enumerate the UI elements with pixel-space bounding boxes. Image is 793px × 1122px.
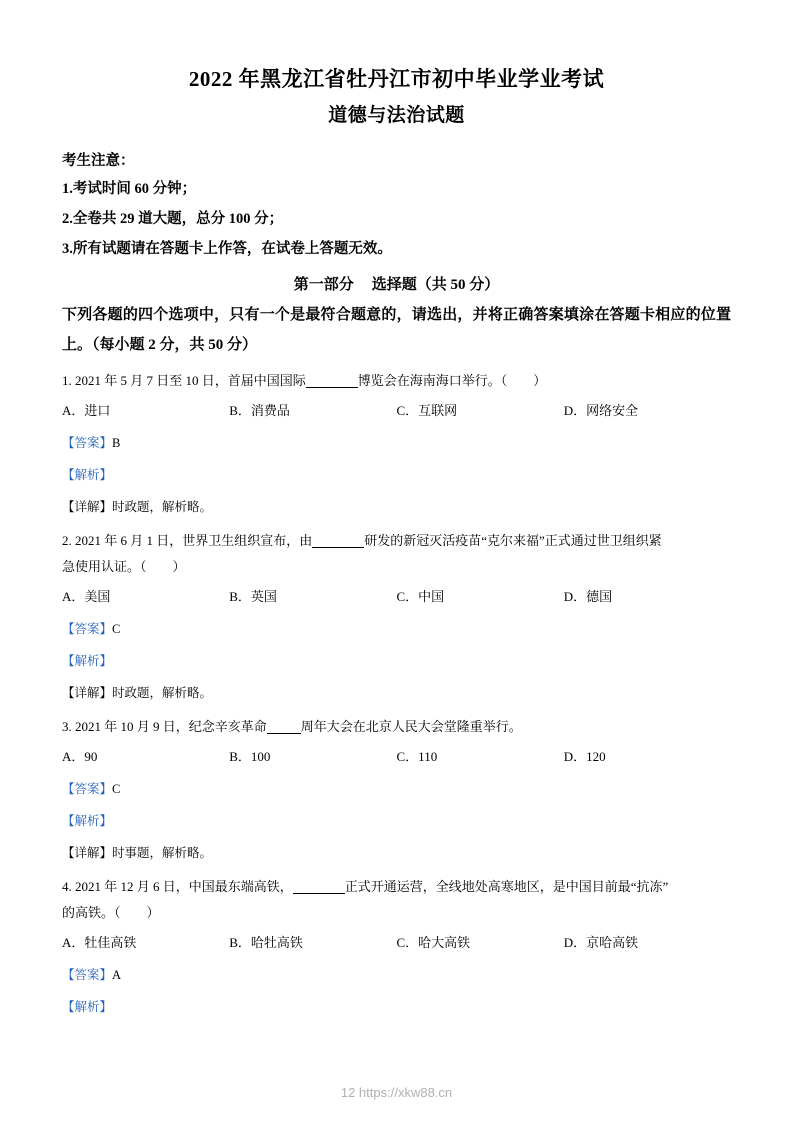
- analysis-line: [62, 462, 731, 488]
- detail-text: 时事题，解析略。: [112, 846, 213, 860]
- notice-heading: 考生注意：: [62, 153, 135, 169]
- analysis-line: [62, 808, 731, 834]
- option-b[interactable]: B．100: [229, 749, 271, 764]
- detail-line: [62, 840, 731, 866]
- question-block: [62, 528, 731, 706]
- page-subtitle: 道德与法治试题: [328, 105, 465, 126]
- analysis-tag: 【解析】: [62, 814, 113, 828]
- notice-item-2: 2.全卷共 29 道大题，总分 100 分；: [62, 211, 284, 227]
- analysis-line: [62, 648, 731, 674]
- answer-line: [62, 430, 731, 456]
- answer-tag: 【答案】: [62, 968, 113, 982]
- detail-tag: 【详解】: [62, 500, 113, 514]
- section-instruction: 下列各题的四个选项中，只有一个是最符合题意的，请选出，并将正确答案填涂在答题卡相应的位置上。（每小题 2 分，共 50 分）: [62, 307, 731, 353]
- question-stem-part-b: 周年大会在北京人民大会堂隆重举行。: [300, 719, 522, 734]
- question-options: [62, 584, 731, 610]
- answer-blank: [267, 733, 301, 734]
- answer-line: [62, 616, 731, 642]
- option-b[interactable]: B．英国: [229, 589, 277, 604]
- question-stem: [62, 368, 731, 394]
- question-stem-part-a: 1. 2021 年 5 月 7 日至 10 日，首届中国国际: [62, 373, 306, 388]
- notice-item-1: 1.考试时间 60 分钟；: [62, 181, 197, 197]
- question-stem-part-a: 3. 2021 年 10 月 9 日，纪念辛亥革命: [62, 719, 267, 734]
- option-d[interactable]: D．120: [563, 749, 606, 764]
- answer-line: [62, 776, 731, 802]
- question-options: [62, 930, 731, 956]
- option-b[interactable]: B．消费品: [229, 403, 290, 418]
- question-stem-part-c: 急使用认证。（ ）: [62, 559, 186, 574]
- detail-tag: 【详解】: [62, 846, 113, 860]
- question-stem-part-b: 研发的新冠灭活疫苗“克尔来福”正式通过世卫组织紧: [364, 533, 662, 548]
- option-c[interactable]: C．哈大高铁: [396, 935, 471, 950]
- answer-value: C: [112, 782, 121, 796]
- answer-value: C: [112, 622, 121, 636]
- question-options: [62, 398, 731, 424]
- option-d[interactable]: D．京哈高铁: [563, 935, 639, 950]
- answer-tag: 【答案】: [62, 782, 113, 796]
- question-stem-part-b: 博览会在海南海口举行。（: [357, 373, 508, 388]
- option-a[interactable]: A．美国: [62, 589, 111, 604]
- option-c[interactable]: C．110: [396, 749, 438, 764]
- analysis-line: [62, 994, 731, 1020]
- answer-blank: [293, 893, 345, 894]
- analysis-tag: 【解析】: [62, 654, 113, 668]
- answer-blank: [306, 387, 358, 388]
- question-block: [62, 874, 731, 1020]
- answer-line: [62, 962, 731, 988]
- question-stem-part-a: 2. 2021 年 6 月 1 日，世界卫生组织宣布，由: [62, 533, 313, 548]
- title-block: [62, 62, 731, 132]
- question-stem-part-a: 4. 2021 年 12 月 6 日，中国最东端高铁，: [62, 879, 293, 894]
- question-stem: [62, 874, 731, 926]
- question-stem-part-c: ）: [533, 373, 547, 388]
- question-stem: [62, 528, 731, 580]
- detail-tag: 【详解】: [62, 686, 113, 700]
- part-heading-left: 第一部分: [293, 277, 354, 293]
- analysis-tag: 【解析】: [62, 468, 113, 482]
- analysis-tag: 【解析】: [62, 1000, 113, 1014]
- page-footer: 12 https://xkw88.cn: [340, 1085, 453, 1100]
- option-a[interactable]: A．进口: [62, 403, 111, 418]
- question-stem-part-b: 正式开通运营，全线地处高寒地区，是中国目前最“抗冻”: [344, 879, 669, 894]
- detail-text: 时政题，解析略。: [112, 686, 213, 700]
- notice-item-3: 3.所有试题请在答题卡上作答，在试卷上答题无效。: [62, 241, 392, 257]
- question-options: [62, 744, 731, 770]
- detail-line: [62, 494, 731, 520]
- detail-text: 时政题，解析略。: [112, 500, 213, 514]
- question-block: [62, 714, 731, 866]
- option-c[interactable]: C．中国: [396, 589, 445, 604]
- option-d[interactable]: D．德国: [563, 589, 613, 604]
- detail-line: [62, 680, 731, 706]
- option-d[interactable]: D．网络安全: [563, 403, 639, 418]
- part-heading-right: 选择题（共 50 分）: [371, 277, 500, 293]
- option-b[interactable]: B．哈牡高铁: [229, 935, 303, 950]
- question-block: [62, 368, 731, 520]
- option-a[interactable]: A．牡佳高铁: [62, 935, 137, 950]
- option-c[interactable]: C．互联网: [396, 403, 458, 418]
- page-title: 2022 年黑龙江省牡丹江市初中毕业学业考试: [188, 67, 605, 91]
- answer-tag: 【答案】: [62, 436, 113, 450]
- option-a[interactable]: A．90: [62, 749, 98, 764]
- answer-tag: 【答案】: [62, 622, 113, 636]
- answer-blank: [312, 547, 364, 548]
- answer-value: A: [112, 968, 122, 982]
- question-stem-part-c: 的高铁。（ ）: [62, 905, 160, 920]
- question-stem: [62, 714, 731, 740]
- part-heading: [62, 270, 731, 300]
- answer-value: B: [112, 436, 121, 450]
